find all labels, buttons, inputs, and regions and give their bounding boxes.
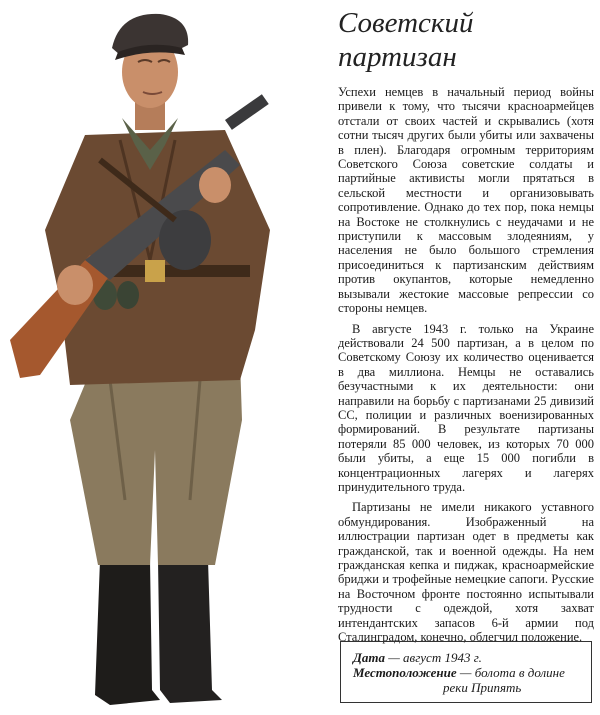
paragraph: Партизаны не имели никакого уставного обмундирования. Изображенный на иллюстрации партизан одет в предметы как гражданской, так и военной одежды. На нем гражданская кепка и пиджак, красноармейские бриджи и трофейные немецкие сапоги. Русские на Восточном фронте постоянно испытывали трудности с одеждой, хотя захват интендантских запасов 6-й армии под Сталинградом, конечно, облегчил положение. (338, 500, 594, 645)
right-hand (199, 167, 231, 203)
info-box (340, 641, 592, 703)
left-hand (57, 265, 93, 305)
place-value-continued: реки Припять (443, 680, 522, 695)
drum-magazine (159, 210, 211, 270)
trousers (70, 360, 242, 565)
date-value: — август 1943 г. (388, 650, 482, 665)
place-value: — болота в долине (459, 665, 565, 680)
page-title (338, 6, 593, 74)
left-boot (95, 560, 160, 705)
article-body (338, 85, 594, 650)
place-row (353, 665, 583, 695)
paragraph: В августе 1943 г. только на Украине действовали 24 500 партизан, а в целом по Советскому Союзу их количество оценивается в два миллиона. Немцы не оставались безучастными к их деятельности: они направили на борьбу с партизанами 25 дивизий СС, полиции и различных военизированных формирований. В результате партизаны потеряли 85 000 человек, из которых 70 000 были убиты, а еще 15 000 погибли в концентрационных лагерях и лагерях принудительного труда. (338, 321, 594, 494)
place-label: Местоположение (353, 665, 457, 680)
paragraph: Успехи немцев в начальный период войны привели к тому, что тысячи красноармейцев отстали от своих частей и скрывались (хотя сотни тысяч других были убиты или захвачены в плен). Благодаря огромным территориям Советского Союза советские солдаты и партийные активисты могли прятаться в сельской местности и организовывать сопротивление. Однако до тех пор, пока немцы на Востоке не столкнулись с неудачами и не приступили к массовым злодеяниям, у населения не было большого стремления присоединиться к партизанским действиям против окупантов, которые немедленно вызывали жестокие массовые репрессии со стороны немцев. (338, 85, 594, 316)
title-line-2: партизан (338, 41, 457, 73)
title-line-1: Советский (338, 7, 474, 39)
date-label: Дата (353, 650, 385, 665)
right-boot (158, 560, 222, 703)
date-row (353, 650, 583, 665)
